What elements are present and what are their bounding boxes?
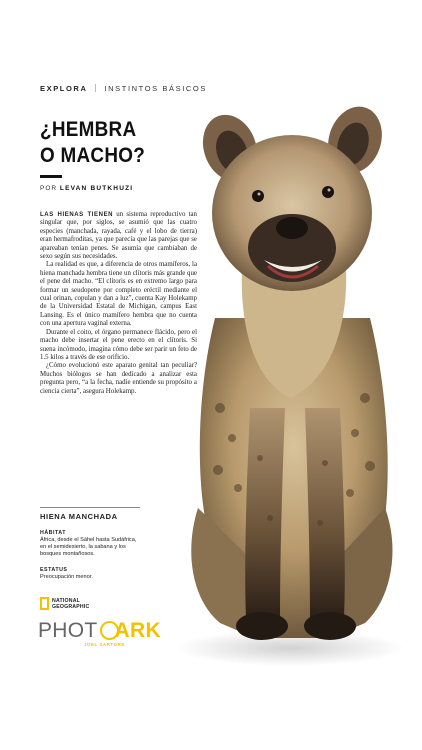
photo-ark-logo <box>38 620 161 642</box>
species-name: HIENA MANCHADA <box>40 512 118 521</box>
photo-ark-word-b: ARK <box>114 619 161 642</box>
hyena-photo <box>160 78 422 678</box>
hyena-leg-left <box>245 408 285 618</box>
article-paragraph-4: ¿Cómo evolucionó este aparato genital tan peculiar? Muchos biólogos se han dedicado a analizar esta pregunta pero, “a la fecha, nadie entiende su propósito a ciencia cierta”, asegura Holekamp. <box>40 362 197 395</box>
hyena-eye-right <box>322 186 334 198</box>
ng-wordmark <box>52 598 89 610</box>
yellow-border-icon <box>40 597 49 610</box>
status-label: ESTATUS <box>40 567 68 573</box>
paragraph-1-text: un sistema reproductivo tan singular que, por siglos, se asumió que las cuatro especies (manchada, rayada, café y el lobo de tierra) eran hermafroditas, ya que parecía que las parejas que se apareaban tenían penes. Se asumía que cambiaban de sexo según sus necesidades. <box>40 211 197 261</box>
hyena-nose <box>276 217 308 239</box>
headline-line-2: O MACHO? <box>40 144 146 167</box>
headline-rule <box>40 175 62 178</box>
ng-line-2: GEOGRAPHIC <box>52 604 90 610</box>
section-divider <box>95 84 96 92</box>
photo-ark-word-a: PHOT <box>38 619 98 642</box>
photo-credit: JOEL SARTORE <box>84 642 125 647</box>
hyena-leg-right <box>305 408 345 618</box>
sidebar-rule <box>40 507 140 508</box>
byline <box>40 185 133 192</box>
section-kicker: EXPLORA <box>40 84 88 93</box>
article-headline <box>40 117 175 169</box>
hyena-eye-left <box>252 190 264 202</box>
headline-line-1: ¿HEMBRA <box>40 118 137 141</box>
hyena-paw-right <box>304 612 356 640</box>
ring-icon <box>100 621 119 640</box>
byline-prefix: POR <box>40 185 58 192</box>
habitat-label: HÁBITAT <box>40 530 66 536</box>
status-text: Preocupación menor. <box>40 574 93 580</box>
hyena-paw-left <box>236 612 288 640</box>
species-sidebar <box>40 507 140 590</box>
section-subtitle: INSTINTOS BÁSICOS <box>104 84 207 93</box>
ng-line-1: NATIONAL <box>52 598 81 604</box>
byline-author: LEVAN BUTKHUZI <box>59 185 134 192</box>
article-paragraph-3: Durante el coito, el órgano permanece flácido, pero el macho debe insertar el pene erecto en el clítoris. Si suena incómodo, imagina cómo debe ser parir un feto de 1.5 kilos a través de ese orificio. <box>40 328 197 361</box>
article-paragraph-2: La realidad es que, a diferencia de otros mamíferos, la hiena manchada hembra tiene un clítoris más grande que el pene del macho. “El clítoris es en extremo largo para formar un seudopene por completo eréctil mediante el cual orinan, copulan y dan a luz”, cuenta Kay Holekamp de la Universidad Estatal de Michigan, campus East Lansing. Es el único mamífero hembra que no cuenta con una apertura vaginal externa. <box>40 261 197 328</box>
habitat-text: África, desde el Sáhel hasta Sudáfrica, en el semidesierto, la sabana y los bosques montañosos. <box>40 537 137 557</box>
lead-caps: LAS HIENAS TIENEN <box>40 212 114 218</box>
